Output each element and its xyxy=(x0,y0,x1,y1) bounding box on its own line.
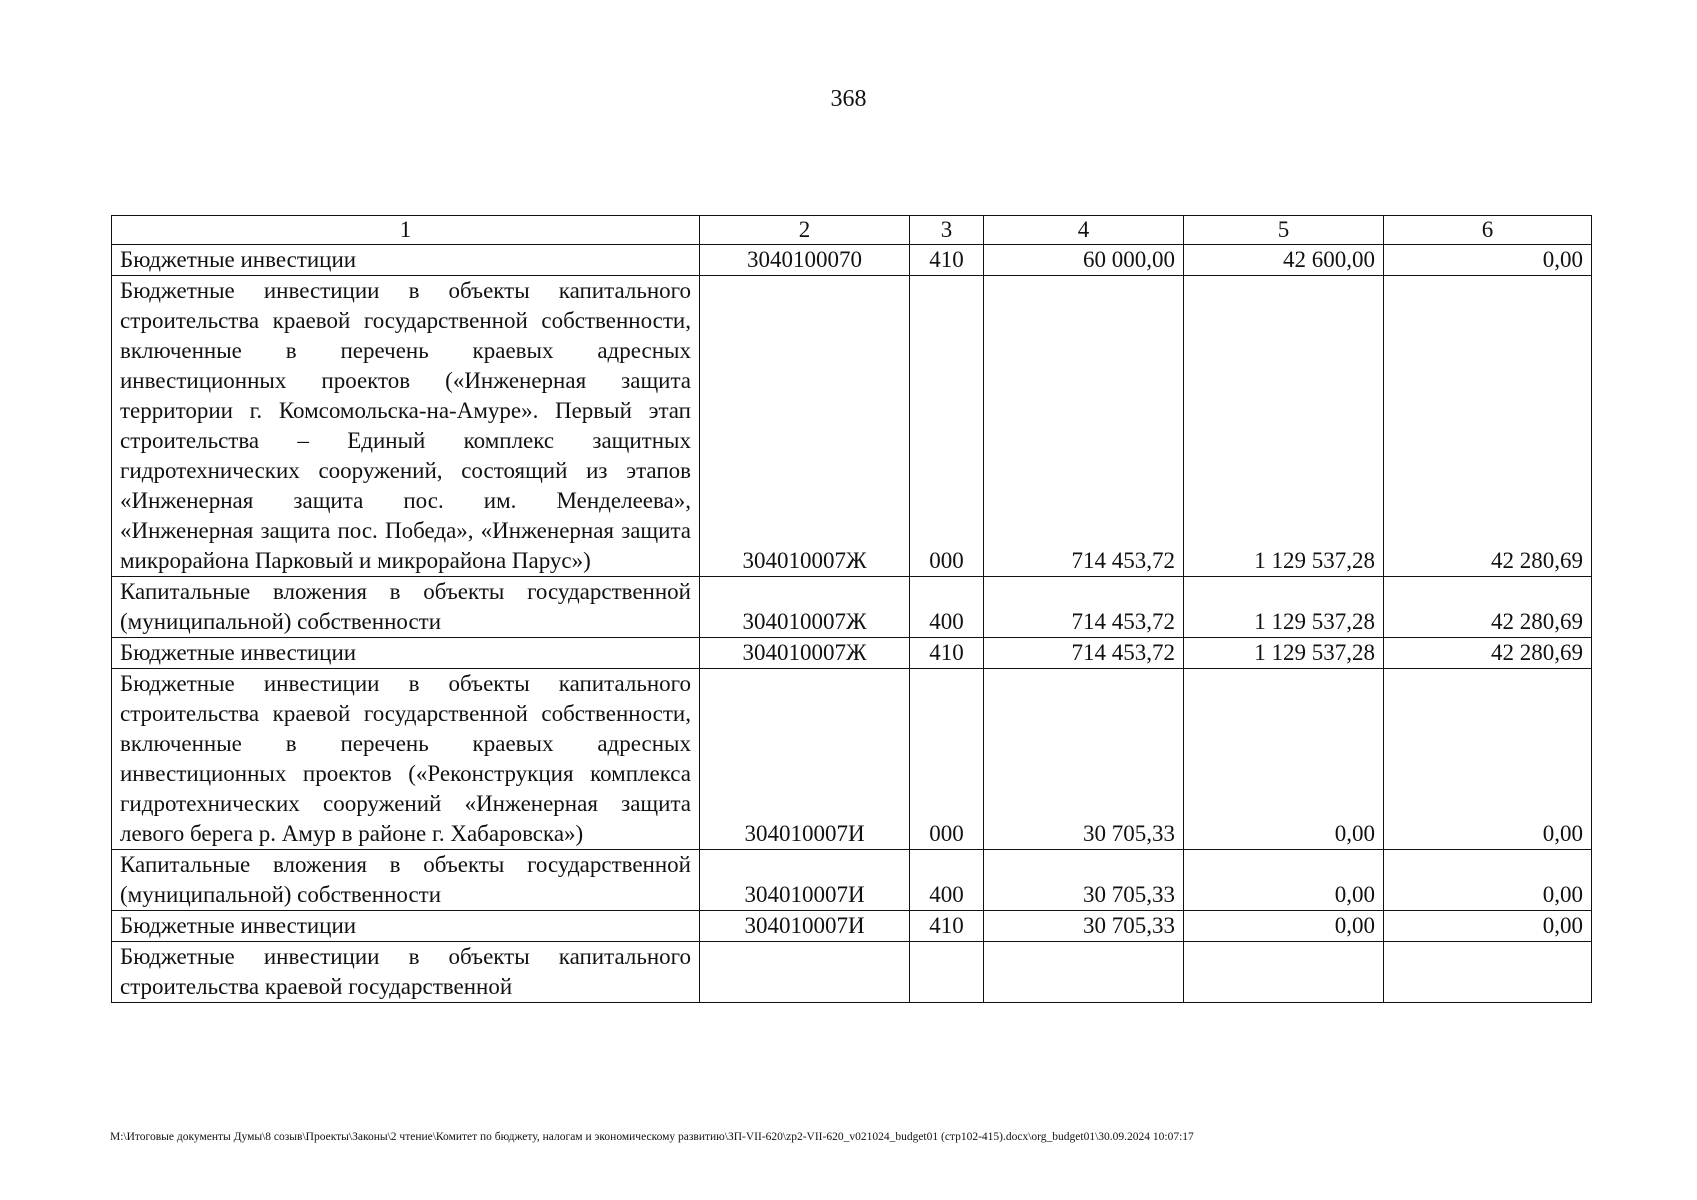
row-expense-type xyxy=(910,942,984,1003)
row-expense-type: 410 xyxy=(910,638,984,669)
row-value-col4: 714 453,72 xyxy=(984,276,1184,577)
column-header: 2 xyxy=(700,216,910,245)
row-name: Бюджетные инвестиции xyxy=(112,638,700,669)
row-code: 3040100070 xyxy=(700,245,910,276)
row-name: Бюджетные инвестиции в объекты капитального строительства краевой государственной xyxy=(112,942,700,1003)
row-code: 304010007И xyxy=(700,850,910,911)
row-value-col5: 0,00 xyxy=(1184,911,1384,942)
row-code xyxy=(700,942,910,1003)
column-header: 6 xyxy=(1384,216,1592,245)
row-name: Бюджетные инвестиции в объекты капитального строительства краевой государственной собственности, включенные в перечень краевых адресных инвестиционных проектов («Инженерная защита территории г. Комсомольска-на-Амуре». Первый этап строительства – Единый комплекс защитных гидротехнических сооружений, состоящий из этапов «Инженерная защита пос. им. Менделеева», «Инженерная защита пос. Победа», «Инженерная защита микрорайона Парковый и микрорайона Парус») xyxy=(112,276,700,577)
row-value-col6: 0,00 xyxy=(1384,850,1592,911)
row-value-col6: 42 280,69 xyxy=(1384,638,1592,669)
row-expense-type: 000 xyxy=(910,276,984,577)
row-value-col5 xyxy=(1184,942,1384,1003)
row-value-col4: 30 705,33 xyxy=(984,850,1184,911)
row-value-col4: 30 705,33 xyxy=(984,911,1184,942)
row-value-col4: 714 453,72 xyxy=(984,638,1184,669)
row-code: 304010007И xyxy=(700,911,910,942)
row-value-col6: 42 280,69 xyxy=(1384,276,1592,577)
column-header: 1 xyxy=(112,216,700,245)
table-row xyxy=(112,245,1592,276)
row-value-col5: 1 129 537,28 xyxy=(1184,276,1384,577)
row-value-col5: 0,00 xyxy=(1184,850,1384,911)
row-code: 304010007И xyxy=(700,669,910,850)
table-row xyxy=(112,276,1592,577)
row-name: Бюджетные инвестиции xyxy=(112,911,700,942)
row-expense-type: 410 xyxy=(910,245,984,276)
table-row xyxy=(112,942,1592,1003)
table-header-row xyxy=(112,216,1592,245)
row-value-col4: 30 705,33 xyxy=(984,669,1184,850)
row-value-col6 xyxy=(1384,942,1592,1003)
table-row xyxy=(112,911,1592,942)
row-expense-type: 000 xyxy=(910,669,984,850)
page-number: 368 xyxy=(830,86,867,112)
row-value-col4 xyxy=(984,942,1184,1003)
row-name: Капитальные вложения в объекты государственной (муниципальной) собственности xyxy=(112,850,700,911)
row-expense-type: 410 xyxy=(910,911,984,942)
row-value-col6: 0,00 xyxy=(1384,911,1592,942)
row-expense-type: 400 xyxy=(910,577,984,638)
row-code: 304010007Ж xyxy=(700,638,910,669)
footer-file-path: М:\Итоговые документы Думы\8 созыв\Проекты\Законы\2 чтение\Комитет по бюджету, налогам и экономическому развитию\ЗП-VII-620\zp2-VII-620_v021024_budget01 (стр102-415).docx\org_budget01\30.09.2024 10:07:17 xyxy=(110,1131,1194,1143)
row-value-col4: 60 000,00 xyxy=(984,245,1184,276)
row-value-col5: 1 129 537,28 xyxy=(1184,577,1384,638)
row-code: 304010007Ж xyxy=(700,276,910,577)
table-row xyxy=(112,638,1592,669)
row-value-col6: 42 280,69 xyxy=(1384,577,1592,638)
row-name: Капитальные вложения в объекты государственной (муниципальной) собственности xyxy=(112,577,700,638)
table-row xyxy=(112,669,1592,850)
row-value-col6: 0,00 xyxy=(1384,669,1592,850)
table-row xyxy=(112,577,1592,638)
row-name: Бюджетные инвестиции xyxy=(112,245,700,276)
row-value-col5: 0,00 xyxy=(1184,669,1384,850)
row-value-col5: 1 129 537,28 xyxy=(1184,638,1384,669)
column-header: 3 xyxy=(910,216,984,245)
row-value-col4: 714 453,72 xyxy=(984,577,1184,638)
column-header: 4 xyxy=(984,216,1184,245)
row-code: 304010007Ж xyxy=(700,577,910,638)
row-expense-type: 400 xyxy=(910,850,984,911)
row-name: Бюджетные инвестиции в объекты капитального строительства краевой государственной собственности, включенные в перечень краевых адресных инвестиционных проектов («Реконструкция комплекса гидротехнических сооружений «Инженерная защита левого берега р. Амур в районе г. Хабаровска») xyxy=(112,669,700,850)
budget-table xyxy=(111,215,1592,1003)
table-row xyxy=(112,850,1592,911)
row-value-col6: 0,00 xyxy=(1384,245,1592,276)
column-header: 5 xyxy=(1184,216,1384,245)
row-value-col5: 42 600,00 xyxy=(1184,245,1384,276)
